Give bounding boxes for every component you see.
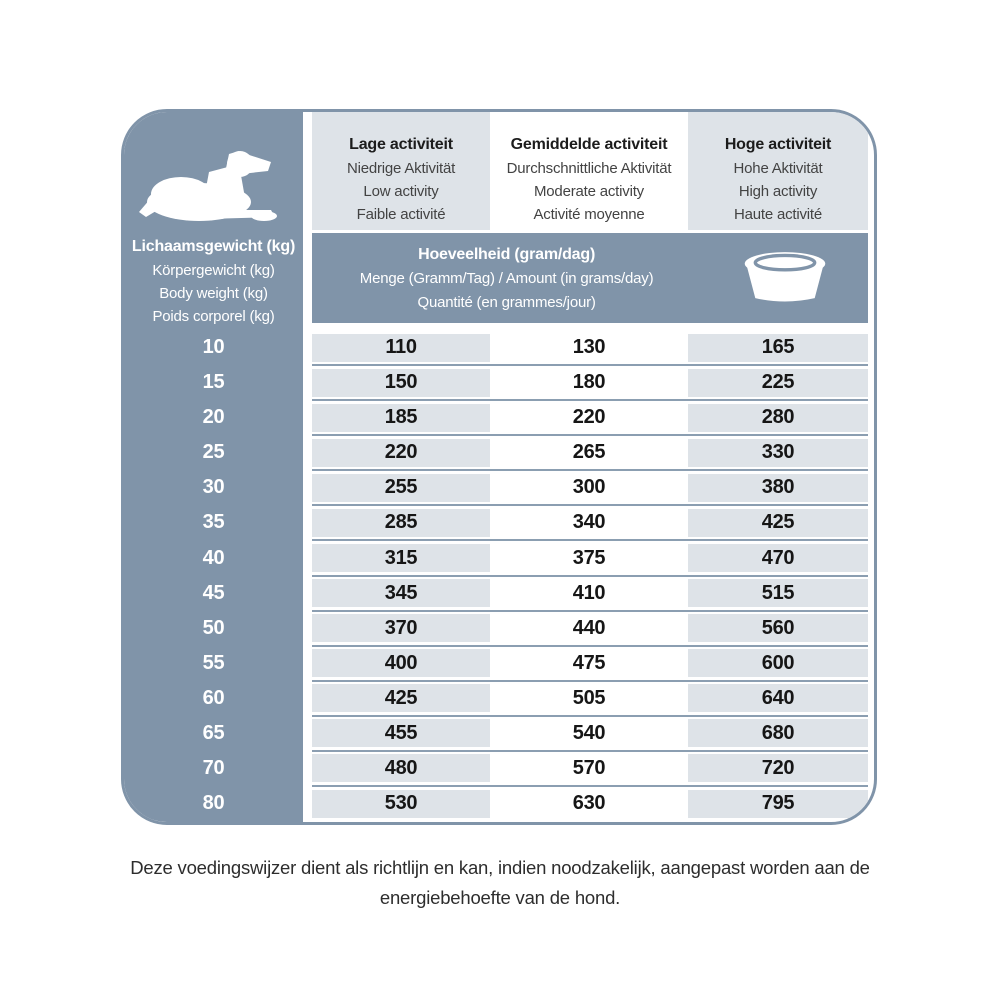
- table-row: [124, 576, 874, 611]
- table-row: [124, 505, 874, 540]
- header-moderate-line-fr: Activité moyenne: [533, 206, 645, 223]
- low-activity-cell: 530: [312, 790, 490, 818]
- weight-header-line-fr: Poids corporel (kg): [152, 308, 275, 325]
- table-row: [124, 540, 874, 575]
- moderate-activity-cell: 570: [490, 754, 688, 782]
- table-row: [124, 435, 874, 470]
- low-activity-cell: 285: [312, 509, 490, 537]
- weight-cell: 10: [202, 336, 225, 359]
- table-row: [124, 611, 874, 646]
- moderate-activity-cell: 180: [490, 369, 688, 397]
- weight-cell: 65: [202, 721, 225, 744]
- moderate-activity-cell: 540: [490, 719, 688, 747]
- header-low-line-en: Low activity: [363, 183, 439, 200]
- header-low-line-fr: Faible activité: [356, 206, 446, 223]
- moderate-activity-cell: 220: [490, 404, 688, 432]
- high-activity-cell: 330: [688, 439, 868, 467]
- high-activity-cell: 515: [688, 579, 868, 607]
- amount-band-line-de-en: Menge (Gramm/Tag) / Amount (in grams/day): [359, 269, 654, 287]
- header-high-activity: [688, 112, 868, 230]
- feeding-guide-table: [121, 109, 877, 825]
- header-high-activity-title: Hoge activiteit: [724, 136, 832, 153]
- table-row: [124, 470, 874, 505]
- low-activity-cell: 400: [312, 649, 490, 677]
- low-activity-cell: 220: [312, 439, 490, 467]
- weight-cell: 80: [202, 792, 225, 815]
- weight-cell: 55: [202, 651, 225, 674]
- moderate-activity-cell: 475: [490, 649, 688, 677]
- high-activity-cell: 640: [688, 684, 868, 712]
- weight-cell: 20: [202, 406, 225, 429]
- moderate-activity-cell: 505: [490, 684, 688, 712]
- high-activity-cell: 280: [688, 404, 868, 432]
- low-activity-cell: 255: [312, 474, 490, 502]
- high-activity-cell: 425: [688, 509, 868, 537]
- weight-header-line-en: Body weight (kg): [159, 285, 268, 302]
- header-high-line-fr: Haute activité: [733, 206, 823, 223]
- header-low-activity-title: Lage activiteit: [349, 136, 453, 153]
- weight-cell: 45: [202, 581, 225, 604]
- low-activity-cell: 455: [312, 719, 490, 747]
- table-row: [124, 646, 874, 681]
- header-moderate-activity-title: Gemiddelde activiteit: [510, 136, 668, 153]
- high-activity-cell: 720: [688, 754, 868, 782]
- moderate-activity-cell: 300: [490, 474, 688, 502]
- weight-header-title: Lichaamsgewicht (kg): [131, 238, 296, 255]
- header-moderate-activity: [490, 112, 688, 230]
- weight-cell: 15: [202, 371, 225, 394]
- weight-header-line-de: Körpergewicht (kg): [152, 262, 275, 279]
- weight-cell: 70: [202, 756, 225, 779]
- low-activity-cell: 150: [312, 369, 490, 397]
- header-high-line-de: Hohe Aktivität: [733, 160, 823, 177]
- footer-line-1: Deze voedingswijzer dient als richtlijn en kan, indien noodzakelijk, aangepast worden aan de: [130, 857, 870, 878]
- high-activity-cell: 680: [688, 719, 868, 747]
- bowl-icon-container: [701, 250, 868, 306]
- high-activity-cell: 600: [688, 649, 868, 677]
- moderate-activity-cell: 630: [490, 790, 688, 818]
- table-row: [124, 681, 874, 716]
- table-row: [124, 786, 874, 821]
- footer-note: [0, 853, 1000, 913]
- moderate-activity-cell: 375: [490, 544, 688, 572]
- low-activity-cell: 315: [312, 544, 490, 572]
- amount-band-line-fr: Quantité (en grammes/jour): [417, 293, 596, 311]
- high-activity-cell: 380: [688, 474, 868, 502]
- header-high-line-en: High activity: [738, 183, 818, 200]
- table-row: [124, 400, 874, 435]
- moderate-activity-cell: 130: [490, 334, 688, 362]
- high-activity-cell: 560: [688, 614, 868, 642]
- footer-line-2: energiebehoefte van de hond.: [379, 887, 621, 908]
- low-activity-cell: 345: [312, 579, 490, 607]
- dog-bowl-icon: [739, 250, 831, 306]
- low-activity-cell: 185: [312, 404, 490, 432]
- moderate-activity-cell: 265: [490, 439, 688, 467]
- weight-cell: 60: [202, 686, 225, 709]
- header-low-line-de: Niedrige Aktivität: [346, 160, 456, 177]
- high-activity-cell: 470: [688, 544, 868, 572]
- amount-band-text: [312, 242, 701, 315]
- amount-band: [312, 233, 868, 323]
- weight-header: [124, 234, 303, 328]
- table-row: [124, 751, 874, 786]
- weight-cell: 25: [202, 441, 225, 464]
- weight-cell: 30: [202, 476, 225, 499]
- table-row: [124, 716, 874, 751]
- table-row: [124, 365, 874, 400]
- weight-cell: 50: [202, 616, 225, 639]
- dog-icon: [139, 138, 289, 230]
- weight-cell: 35: [202, 511, 225, 534]
- weight-cell: 40: [202, 546, 225, 569]
- header-low-activity: [312, 112, 490, 230]
- amount-band-title: Hoeveelheid (gram/dag): [418, 245, 596, 263]
- high-activity-cell: 165: [688, 334, 868, 362]
- high-activity-cell: 795: [688, 790, 868, 818]
- low-activity-cell: 110: [312, 334, 490, 362]
- moderate-activity-cell: 340: [490, 509, 688, 537]
- feeding-rows: [124, 330, 874, 821]
- moderate-activity-cell: 410: [490, 579, 688, 607]
- header-moderate-line-de: Durchschnittliche Aktivität: [506, 160, 672, 177]
- moderate-activity-cell: 440: [490, 614, 688, 642]
- high-activity-cell: 225: [688, 369, 868, 397]
- table-row: [124, 330, 874, 365]
- low-activity-cell: 425: [312, 684, 490, 712]
- low-activity-cell: 480: [312, 754, 490, 782]
- low-activity-cell: 370: [312, 614, 490, 642]
- header-moderate-line-en: Moderate activity: [534, 183, 644, 200]
